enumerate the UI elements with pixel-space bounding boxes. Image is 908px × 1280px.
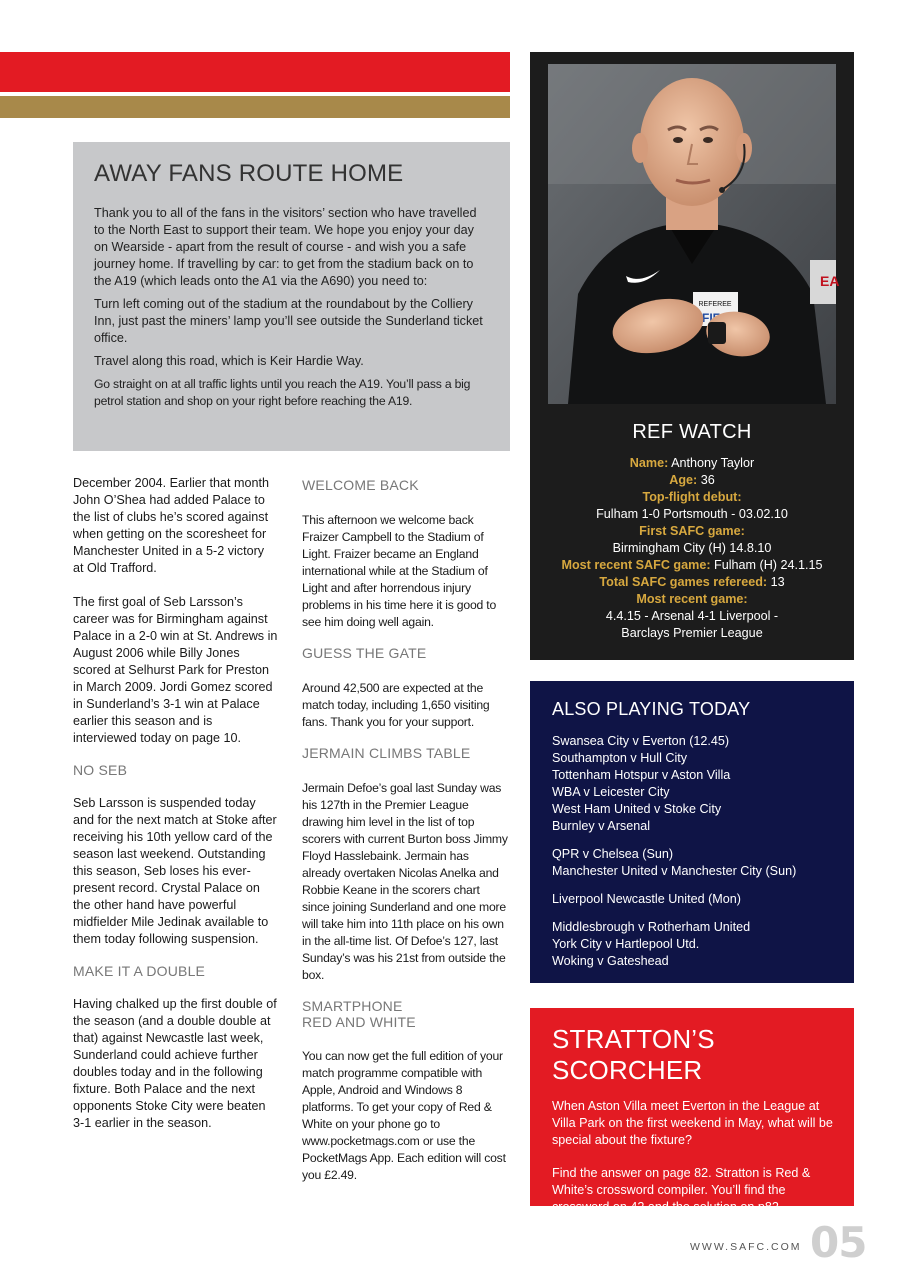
referee-badge-text: REFEREE: [698, 301, 732, 308]
quiz-question: When Aston Villa meet Everton in the League at Villa Park on the first weekend in May, what will be special about the fixture?: [552, 1099, 833, 1147]
article-paragraph: Having chalked up the first double of the season (and a double double at that) against Newcastle last week, Sunderland could achieve further doubles today and in the following fixture. Both Palace and the next opponents Stoke City were beaten 3-1 earlier in the season.: [73, 997, 277, 1130]
column-middle: [302, 477, 510, 1184]
ref-value: Fulham (H) 24.1.15: [710, 558, 823, 572]
ref-value: Fulham 1-0 Portsmouth - 03.02.10: [596, 507, 788, 521]
also-playing-title: ALSO PLAYING TODAY: [552, 699, 751, 719]
ref-label: Name:: [629, 456, 669, 470]
fixture-item: Swansea City v Everton (12.45): [552, 734, 730, 748]
ref-row: [530, 472, 854, 489]
fixture-group: [552, 733, 854, 835]
article-paragraph: You can now get the full edition of your match programme compatible with Apple, Android and Windows 8 platforms. To get your copy of Red & White on your phone go to www.pocketmags.com or use the PocketMags App. Each edition will cost you £2.49.: [302, 1049, 506, 1182]
article-paragraph: The first goal of Seb Larsson’s career was for Birmingham against Palace in a 2-0 win at St. Andrews in August 2006 while Billy Jones scored at Selhurst Park for Preston in March 2009. Jordi Gomez scored in Sunderland’s 3-1 win at Palace earlier this season and is interviewed today on page 10.: [73, 595, 278, 745]
also-playing-box: [530, 681, 854, 983]
svg-text:EA: EA: [820, 273, 840, 289]
strattons-scorcher-box: [530, 1008, 854, 1214]
footer-website: WWW.SAFC.COM: [690, 1241, 802, 1253]
article-paragraph: This afternoon we welcome back Fraizer Campbell to the Stadium of Light. Fraizer became an England international while at the Stadium of Light and after horrendous injury problems in his time here it is good to see him doing well again.: [302, 513, 497, 629]
away-fans-paragraph: Travel along this road, which is Keir Hardie Way.: [94, 354, 364, 368]
ref-value: Anthony Taylor: [668, 456, 755, 470]
ref-value: 13: [767, 575, 785, 589]
referee-illustration: [548, 64, 840, 404]
quiz-answer-note: Find the answer on page 82. Stratton is Red & White’s crossword compiler. You’ll find the crossword on 42 and the solution on p82.: [552, 1166, 811, 1214]
ref-value: Barclays Premier League: [621, 626, 763, 640]
heading-line: RED AND WHITE: [302, 1014, 416, 1030]
article-paragraph: December 2004. Earlier that month John O’Shea had added Palace to the list of clubs he’s scored against when getting on the scoresheet for Manchester United in a 5-2 victory at Old Trafford.: [73, 476, 270, 575]
ref-watch-info: [530, 455, 854, 642]
fixture-item: Southampton v Hull City: [552, 751, 688, 765]
fixture-item: WBA v Leicester City: [552, 785, 670, 799]
ref-label: Top-flight debut:: [642, 490, 742, 504]
section-heading-welcome-back: WELCOME BACK: [302, 477, 419, 493]
ref-watch-title: REF WATCH: [632, 421, 752, 443]
article-paragraph: Around 42,500 are expected at the match today, including 1,650 visiting fans. Thank you for your support.: [302, 681, 490, 729]
header-gold-bar: [0, 96, 510, 118]
away-fans-paragraph: Turn left coming out of the stadium at the roundabout by the Colliery Inn, just past the miners’ lamp you’ll see outside the Sunderland ticket office.: [94, 297, 483, 345]
referee-photo: [548, 64, 840, 404]
fixture-item: York City v Hartlepool Utd.: [552, 937, 700, 951]
section-heading-guess-the-gate: GUESS THE GATE: [302, 645, 427, 661]
fixture-group: [552, 891, 854, 908]
ref-label: Most recent game:: [636, 592, 748, 606]
strattons-scorcher-title: STRATTON’S SCORCHER: [552, 1024, 715, 1085]
fixture-item: Tottenham Hotspur v Aston Villa: [552, 768, 731, 782]
ref-row: [530, 557, 854, 574]
ref-label: Total SAFC games refereed:: [599, 575, 768, 589]
fixture-group: [552, 919, 854, 970]
away-fans-paragraph: Thank you to all of the fans in the visitors’ section who have travelled to the North East to support their team. We hope you enjoy your day on Wearside - apart from the result of course - and wish you a safe journey home. If travelling by car: to get from the stadium back on to the A19 (which leads onto the A1 via the A690) you need to:: [94, 206, 477, 288]
article-paragraph: Seb Larsson is suspended today and for the next match at Stoke after receiving his 10th yellow card of the season last weekend. Outstanding this season, Seb loses his ever-present record. Crystal Palace on the other hand have powerful midfielder Mile Jedinak available to them today following suspension.: [73, 796, 277, 946]
fixture-item: QPR v Chelsea (Sun): [552, 847, 674, 861]
fixture-item: Burnley v Arsenal: [552, 819, 651, 833]
fixture-item: Woking v Gateshead: [552, 954, 669, 968]
section-heading-jermain-climbs-table: JERMAIN CLIMBS TABLE: [302, 745, 471, 761]
away-fans-paragraph: Go straight on at all traffic lights until you reach the A19. You’ll pass a big petrol station and shop on your right before reaching the A19.: [94, 377, 471, 408]
fixture-item: Manchester United v Manchester City (Sun): [552, 864, 797, 878]
fixture-item: Middlesbrough v Rotherham United: [552, 920, 751, 934]
fixture-item: Liverpool Newcastle United (Mon): [552, 892, 741, 906]
section-heading-no-seb: NO SEB: [73, 762, 128, 778]
ref-label: Age:: [669, 473, 698, 487]
away-fans-box: [73, 142, 510, 451]
ref-label: First SAFC game:: [639, 524, 745, 538]
ref-value: Birmingham City (H) 14.8.10: [612, 541, 772, 555]
article-paragraph: Jermain Defoe’s goal last Sunday was his 127th in the Premier League drawing him level in the list of top scorers with current Burton boss Jimmy Floyd Hasslebaink. Jermain has already overtaken Nicolas Anelka and Robbie Keane in the scorers chart since joining Sunderland and one more will take him into 11th place on his own in the all-time list. Of Defoe’s 127, last Sunday’s was his 21st from outside the box.: [302, 781, 508, 982]
away-fans-title: AWAY FANS ROUTE HOME: [94, 160, 404, 187]
section-heading-make-it-a-double: MAKE IT A DOUBLE: [73, 963, 206, 979]
page-number: 05: [810, 1218, 867, 1267]
ref-row: [530, 574, 854, 591]
ref-value: 36: [697, 473, 715, 487]
fixture-group: [552, 846, 854, 880]
ref-label: Most recent SAFC game:: [561, 558, 711, 572]
column-left: [73, 475, 278, 1132]
header-red-bar: [0, 52, 510, 92]
section-heading-smartphone: [302, 998, 510, 1030]
ref-row: [530, 455, 854, 472]
fixture-item: West Ham United v Stoke City: [552, 802, 722, 816]
ref-value: 4.4.15 - Arsenal 4-1 Liverpool -: [605, 609, 779, 623]
heading-line: SMARTPHONE: [302, 998, 403, 1014]
